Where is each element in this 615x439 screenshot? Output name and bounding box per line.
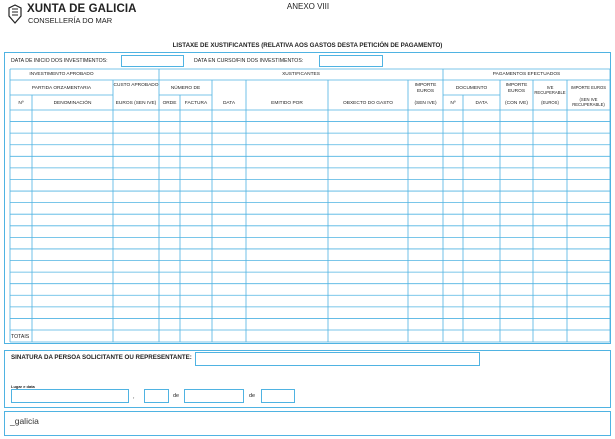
start-date-label: DATA DE INICIO DOS INVESTIMENTOS: (11, 58, 108, 64)
col-with-vat: (CON IVE) (505, 101, 528, 106)
col-denomination: DENOMINACIÓN (53, 101, 92, 106)
month-field[interactable] (184, 389, 244, 403)
place-field[interactable] (11, 389, 129, 403)
col-order: ORDE (162, 101, 177, 106)
page-title: LISTAXE DE XUSTIFICANTES (RELATIVA AOS GASTOS DESTA PETICIÓN DE PAGAMENTO) (172, 42, 443, 49)
header-amount-euros-2: IMPORTE EUROS (570, 85, 607, 90)
header-amount-euros-vat: IMPORTE EUROS (505, 83, 528, 94)
day-field[interactable] (144, 389, 169, 403)
footer (4, 411, 611, 436)
of-separator-2: de (249, 393, 256, 399)
header-budget-line: PARTIDA ORZAMENTARIA (31, 86, 92, 91)
col-doc-n: Nº (450, 101, 456, 106)
col-issuer: EMITIDO POR (271, 101, 303, 106)
header-document: DOCUMENTO (455, 86, 488, 91)
org-title: XUNTA DE GALICIA (27, 3, 137, 15)
header-payments: PAGAMENTOS EFECTUADOS (492, 72, 561, 77)
col-no-vat-recoverable: (SEN IVE RECUPERABLE) (572, 97, 605, 107)
col-euros: (EUROS) (541, 100, 559, 105)
place-date-label: Lugar e data (11, 384, 35, 389)
comma-separator: , (133, 394, 135, 400)
col-purpose: OBXECTO DO GASTO (343, 101, 393, 106)
header-recoverable-vat: IVE RECUPERABLE (534, 85, 566, 95)
col-euros-no-vat: EUROS (SEN IVE) (115, 101, 157, 106)
col-no-vat: (SEN IVE) (414, 101, 437, 106)
end-date-label: DATA EN CURSO/FIN DOS INVESTIMENTOS: (194, 58, 304, 64)
col-n: Nº (18, 101, 24, 106)
annex-label: ANEXO VIII (286, 2, 330, 11)
col-date: DATA (222, 101, 236, 106)
header-amount-euros: IMPORTE EUROS (414, 83, 437, 94)
col-doc-date: DATA (475, 101, 488, 106)
header-receipts: XUSTIFICANTES (282, 72, 320, 77)
galicia-logo: _galicia (10, 416, 39, 426)
header-approved-cost: CUSTO APROBADO (113, 83, 159, 88)
org-subtitle: CONSELLERÍA DO MAR (28, 16, 113, 25)
col-invoice: FACTURA (184, 101, 208, 106)
header-number-of: NÚMERO DE (170, 86, 201, 91)
year-field[interactable] (261, 389, 295, 403)
totals-label: TOTAIS (11, 334, 30, 340)
signature-label: SINATURA DA PERSOA SOLICITANTE OU REPRESENTANTE: (11, 354, 192, 361)
signature-field[interactable] (195, 352, 480, 366)
of-separator-1: de (173, 393, 180, 399)
header-approved-investment: INVESTIMENTO APROBADO (29, 72, 94, 77)
